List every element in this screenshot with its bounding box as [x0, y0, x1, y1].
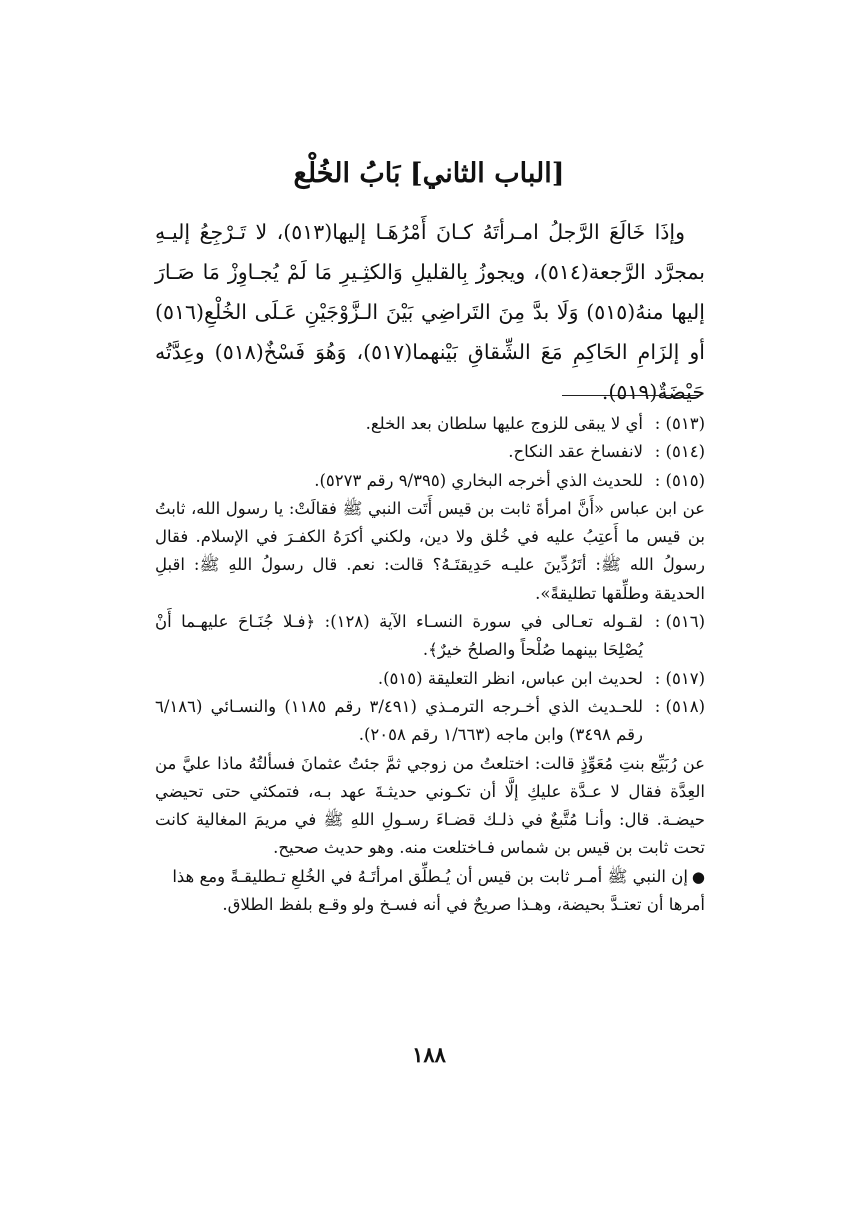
footnote-number: (٥١٣) :: [654, 414, 705, 433]
footnote-text: للحديث الذي أخرجه البخاري (٩/٣٩٥ رقم ٥٢٧٣).: [314, 470, 643, 490]
footnotes: [155, 410, 705, 919]
footnote-number: (٥١٧) :: [654, 668, 705, 688]
footnote-number: (٥١٦) :: [654, 612, 705, 632]
footnote-number: (٥١٤) :: [654, 442, 705, 462]
bullet-icon: ●: [691, 867, 705, 886]
footnote-divider: [562, 395, 700, 396]
footnote-text: لانفساخ عقد النكاح.: [508, 442, 643, 462]
footnote-number: (٥١٨) :: [654, 696, 705, 716]
footnote-516: [155, 608, 705, 665]
footnote-513: [155, 410, 705, 438]
footnote-hadith-text: عن ابن عباس «أَنَّ امرأةَ ثابت بن قيس أَتَت النبي ﷺ فقالَتْ: يا رسول الله، ثابتُ بن قيس ما أَعتِبُ عليه في خُلق ولا دين، ولكني أكرَهُ الكفـرَ في الإسلام. فقال رسولُ الله ﷺ: أتَرُدِّينَ عليـه حَدِيقتَـهُ؟ قالت: نعم. قال رسولُ اللهِ ﷺ: اقبلِ الحديقة وطلِّقها تطليقةً».: [155, 498, 705, 603]
footnote-text: لقـوله تعـالى في سورة النسـاء الآية (١٢٨): ﴿فـلا جُنَـاحَ عليهـما أَنْ يُصْلِحَا بينهما صُلْحاً والصلحُ خيرٌ﴾.: [155, 612, 644, 660]
footnote-text: أي لا يبقى للزوج عليها سلطان بعد الخلع.: [365, 414, 643, 433]
main-paragraph: وإذَا خَالَعَ الرَّجلُ امـرأتَهُ كـانَ أَمْرُهَـا إليها(٥١٣)، لا تَـرْجِعُ إليـهِ بمجرَّد الرَّجعة(٥١٤)، ويجوزُ بِالقليلِ وَالكثِـيرِ مَا لَمْ يُجـاوِزْ مَا صَـارَ إليها منهُ(٥١٥) وَلَا بدَّ مِنَ التَراضِي بَيْنَ الـزَّوْجَيْنِ عَـلَى الخُلْعِ(٥١٦) أو إلزَامِ الحَاكِمِ مَعَ الشِّقاقِ بَيْنهما(٥١٧)، وَهُوَ فَسْخٌ(٥١٨) وعِدَّتُه حَيْضَةٌ(٥١٩).: [155, 220, 706, 404]
footnote-514: [155, 438, 705, 466]
footnote-bullet-paragraph: ●إن النبي ﷺ أمـر ثابت بن قيس أن يُـطلِّق امرأتَـهُ في الخُلعِ تـطليقـةً ومع هذا أمرها أن تعتـدَّ بحيضة، وهـذا صريحٌ في أنه فسـخ ولو وقـع بلفظ الطلاق.: [172, 866, 705, 915]
footnote-hadith-text: عن رُبَيِّع بنتِ مُعَوِّذٍ قالت: اختلعتُ من زوجي ثمَّ جئتُ عثمانَ فسألتُهُ ماذا عليَّ من العِدَّة فقال لا عـدَّة عليكِ إلَّا أن تكـوني حديثـةَ عهد بـه، فتمكثي حتى تحيضي حيضـة. قال: وأنـا مُتَّبعٌ في ذلـك قضـاءَ رسـولِ اللهِ ﷺ في مريمَ المغالية كانت تحت ثابت بن قيس بن شماس فـاختلعت منه. وهو حديث صحيح.: [155, 753, 705, 858]
footnote-518: [155, 693, 705, 750]
footnote-number: (٥١٥) :: [654, 470, 705, 490]
main-text: [155, 212, 705, 412]
page-number: ١٨٨: [412, 1042, 446, 1067]
footnote-text: لحديث ابن عباس، انظر التعليقة (٥١٥).: [377, 668, 643, 688]
footnote-515: [155, 467, 705, 495]
footnote-text: للحـديث الذي أخـرجه الترمـذي (٣/٤٩١ رقم ١١٨٥) والنسـائي (٦/١٨٦ رقم ٣٤٩٨) وابن ماجه (١/٦٦٣ رقم ٢٠٥٨).: [155, 696, 644, 745]
footnote-517: [155, 665, 705, 693]
chapter-title: [الباب الثاني] بَابُ الخُلْع: [293, 158, 565, 189]
